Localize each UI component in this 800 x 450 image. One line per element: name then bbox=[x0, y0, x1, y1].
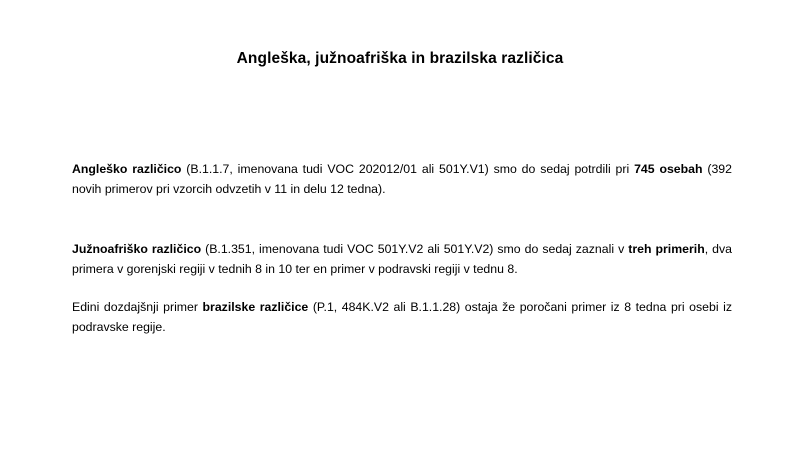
text-segment: Južnoafriško različico bbox=[72, 242, 202, 257]
text-segment: brazilske različice bbox=[202, 300, 309, 315]
text-segment: (P.1, 484K.V2 ali B.1.1.28) ostaja že poročani primer iz 8 tedna pri osebi iz podravske regije. bbox=[72, 300, 732, 335]
text-segment: 745 osebah bbox=[634, 162, 703, 177]
paragraph-south-african-variant bbox=[72, 240, 732, 280]
page-title: Angleška, južnoafriška in brazilska različica bbox=[236, 50, 564, 67]
text-segment: treh primerih bbox=[628, 242, 705, 257]
text-segment: Edini dozdajšnji primer bbox=[72, 300, 203, 315]
text-segment: Angleško različico bbox=[72, 162, 182, 177]
text-segment: (392 novih primerov pri vzorcih odvzetih v 11 in delu 12 tedna). bbox=[72, 162, 732, 197]
paragraph-english-variant bbox=[72, 160, 732, 200]
text-segment: (B.1.351, imenovana tudi VOC 501Y.V2 ali 501Y.V2) smo do sedaj zaznali v bbox=[201, 242, 629, 257]
text-segment: , dva primera v gorenjski regiji v tednih 8 in 10 ter en primer v podravski regiji v tednu 8. bbox=[72, 242, 732, 277]
paragraph-brazilian-variant bbox=[72, 298, 732, 338]
text-segment: (B.1.1.7, imenovana tudi VOC 202012/01 ali 501Y.V1) smo do sedaj potrdili pri bbox=[181, 162, 635, 177]
